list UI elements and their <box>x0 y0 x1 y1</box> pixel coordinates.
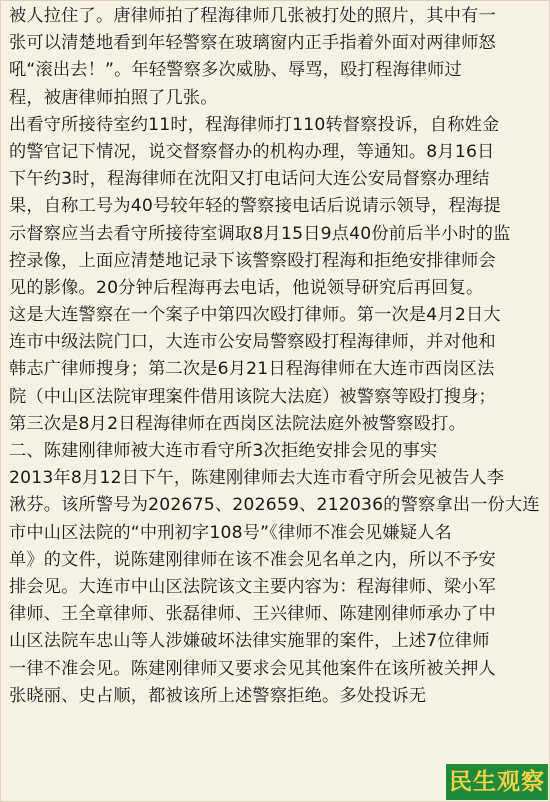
article-line: 一律不准会见。陈建刚律师又要求会见其他案件在该所被关押人 <box>9 658 496 679</box>
article-line: 这是大连警察在一个案子中第四次殴打律师。第一次是4月2日大 <box>9 305 501 326</box>
article-line: 单》的文件，说陈建刚律师在该不准会见名单之内，所以不予安 <box>9 549 496 570</box>
article-line: 湫芬。该所警号为202675、202659、212036的警察拿出一份大连 <box>9 495 540 516</box>
article-line: 的警官记下情况，说交督察督办的机构办理，等通知。8月16日 <box>9 141 495 162</box>
article-line: 吼“滚出去！”。年轻警察多次威胁、辱骂，殴打程海律师过 <box>9 60 462 81</box>
article-line: 韩志广律师搜身；第二次是6月21日程海律师在大连市西岗区法 <box>9 359 495 380</box>
article-line: 山区法院车忠山等人涉嫌破坏法律实施罪的案件，上述7位律师 <box>9 631 490 652</box>
article-line: 第三次是8月2日程海律师在西岗区法院法庭外被警察殴打。 <box>9 413 466 434</box>
article-line: 连市中级法院门口，大连市公安局警察殴打程海律师，并对他和 <box>9 332 496 353</box>
article-line: 市中山区法院的“中刑初字108号”《律师不准会见嫌疑人名 <box>9 522 452 543</box>
article-line: 律师、王全章律师、张磊律师、王兴律师、陈建刚律师承办了中 <box>9 604 496 625</box>
article-line: 下午约3时，程海律师在沈阳又打电话问大连公安局督察办理结 <box>9 169 490 190</box>
article-line: 排会见。大连市中山区法院该文主要内容为：程海律师、梁小军 <box>9 576 496 597</box>
article-line: 院（中山区法院审理案件借用该院大法庭）被警察等殴打搜身； <box>9 386 496 407</box>
section-heading: 二、陈建刚律师被大连市看守所3次拒绝安排会见的事实 <box>9 441 438 461</box>
article-line: 被人拉住了。唐律师拍了程海律师几张被打处的照片，其中有一 <box>9 6 496 26</box>
article-line: 张晓丽、史占顺，都被该所上述警察拒绝。多处投诉无 <box>9 685 427 706</box>
article-line: 张可以清楚地看到年轻警察在玻璃窗内正手指着外面对两律师怒 <box>9 33 496 54</box>
article-line: 出看守所接待室约11时，程海律师打110转督察投诉，自称姓金 <box>9 114 500 135</box>
article-line: 示督察应当去看守所接待室调取8月15日9点40份前后半小时的监 <box>9 223 511 244</box>
watermark-logo: 民生观察 <box>446 764 548 800</box>
article-line: 控录像，上面应清楚地记录下该警察殴打程海和拒绝安排律师会 <box>9 250 496 271</box>
article-body <box>9 3 545 710</box>
article-line: 2013年8月12日下午，陈建刚律师去大连市看守所会见被告人李 <box>9 468 505 489</box>
article-line: 果，自称工号为40号较年轻的警察接电话后说请示领导，程海提 <box>9 196 501 217</box>
article-line: 见的影像。20分钟后程海再去电话，他说领导研究后再回复。 <box>9 277 484 298</box>
article-line: 程，被唐律师拍照了几张。 <box>9 87 218 108</box>
